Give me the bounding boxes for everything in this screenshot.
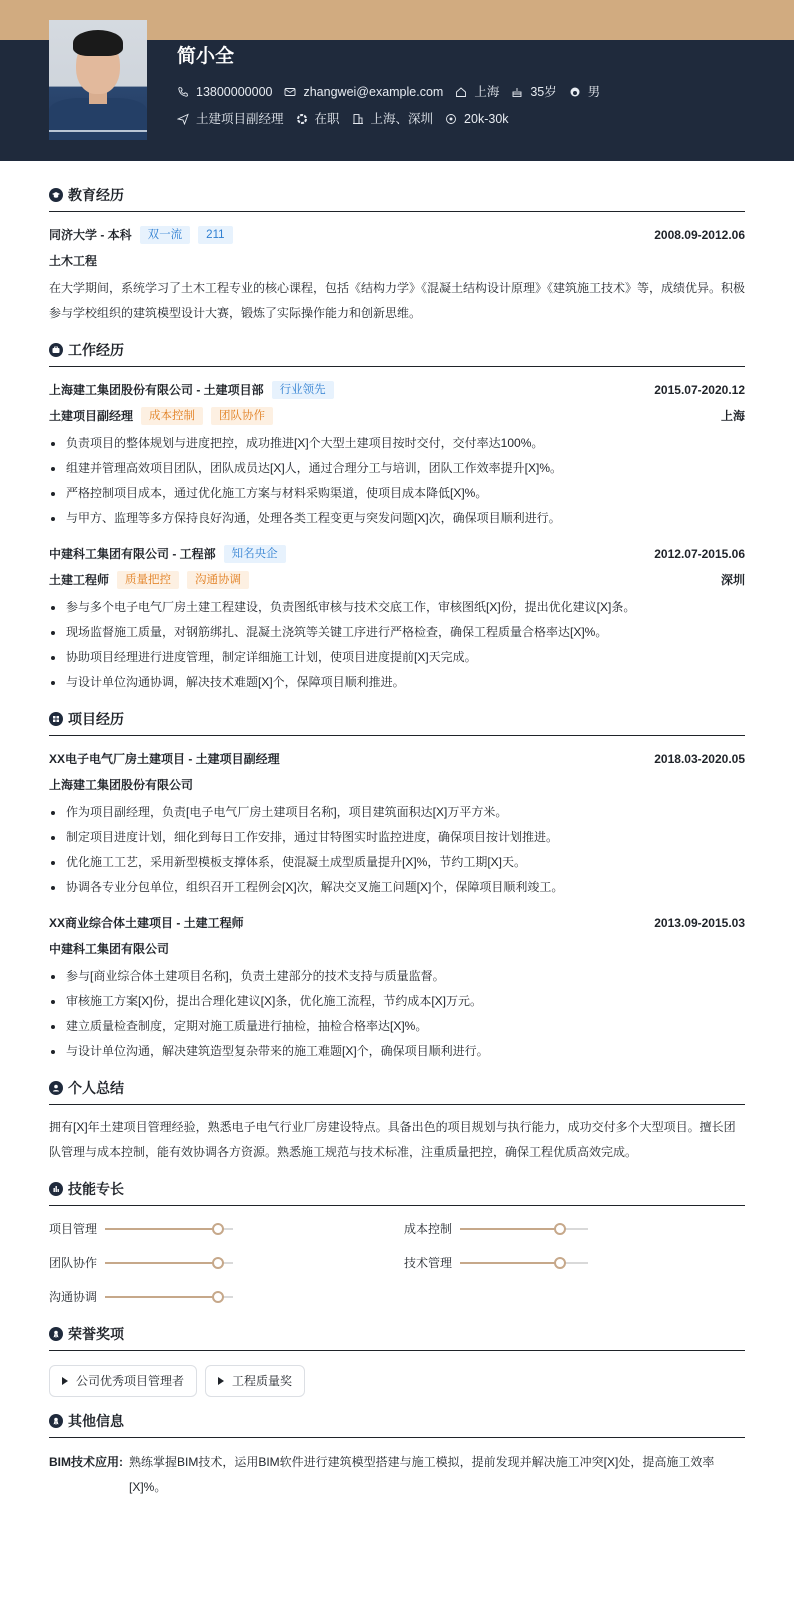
awards-list — [49, 1365, 745, 1397]
project-entry — [49, 910, 745, 1064]
project-company: 上海建工集团股份有限公司 — [49, 778, 194, 792]
user-icon — [49, 1081, 63, 1095]
list-item: 制定项目进度计划，细化到每日工作安排，通过甘特图实时监控进度，确保项目按计划推进。 — [49, 825, 745, 850]
gender-icon — [569, 86, 581, 98]
list-item: 现场监督施工质量，对钢筋绑扎、混凝土浇筑等关键工序进行严格检查，确保工程质量合格率达[X]%。 — [49, 620, 745, 645]
list-item: 与甲方、监理等多方保持良好沟通，处理各类工程变更与突发问题[X]次，确保项目顺利进行。 — [49, 506, 745, 531]
home-icon — [455, 86, 467, 98]
skills-section — [49, 1173, 745, 1310]
other-section — [49, 1405, 745, 1500]
list-item: 组建并管理高效项目团队，团队成员达[X]人，通过合理分工与培训，团队工作效率提升[X]%。 — [49, 456, 745, 481]
award-icon — [49, 1327, 63, 1341]
list-item: 参与[商业综合体土建项目名称]，负责土建部分的技术支持与质量监督。 — [49, 964, 745, 989]
cake-icon — [511, 86, 523, 98]
work-date: 2015.07-2020.12 — [654, 383, 745, 397]
skill-item: 沟通协调 — [49, 1284, 404, 1310]
list-item: 与设计单位沟通，解决建筑造型复杂带来的施工难题[X]个，确保项目顺利进行。 — [49, 1039, 745, 1064]
award-item: 工程质量奖 — [205, 1365, 305, 1397]
work-section — [49, 334, 745, 695]
awards-section — [49, 1318, 745, 1397]
job-status: 在职 — [296, 110, 340, 129]
phone: 13800000000 — [177, 83, 272, 102]
project-bullets — [49, 800, 745, 900]
target-cities: 上海、深圳 — [352, 110, 434, 129]
summary-text: 拥有[X]年土建项目管理经验，熟悉电子电气行业厂房建设特点。具备出色的项目规划与执行能力，成功交付多个大型项目。擅长团队管理与成本控制，能有效协调各方资源。熟悉施工规范与技术标准，注重质量把控，确保工程优质高效完成。 — [49, 1120, 736, 1159]
work-entry — [49, 377, 745, 531]
section-title: 荣誉奖项 — [49, 1318, 745, 1351]
email: zhangwei@example.com — [284, 83, 443, 102]
target-job: 土建项目副经理 — [177, 110, 284, 129]
paper-plane-icon — [177, 113, 189, 125]
candidate-name: 简小全 — [177, 46, 235, 67]
money-icon — [445, 113, 457, 125]
list-item: 严格控制项目成本，通过优化施工方案与材料采购渠道，使项目成本降低[X]%。 — [49, 481, 745, 506]
other-item — [49, 1450, 745, 1500]
skill-level-slider — [105, 1291, 233, 1303]
work-bullets — [49, 431, 745, 531]
skill-level-slider — [105, 1257, 233, 1269]
school-tag: 双一流 — [140, 226, 191, 244]
contact-row — [177, 83, 612, 102]
list-item: 协调各专业分包单位，组织召开工程例会[X]次，解决交叉施工问题[X]个，保障项目顺利竣工。 — [49, 875, 745, 900]
section-title: 项目经历 — [49, 703, 745, 736]
position-tag: 质量把控 — [117, 571, 179, 589]
skill-level-slider — [460, 1257, 588, 1269]
education-entry — [49, 222, 745, 326]
skills-grid — [49, 1216, 745, 1310]
triangle-right-icon — [218, 1377, 224, 1385]
skill-item: 项目管理 — [49, 1216, 404, 1242]
gender: 男 — [569, 83, 601, 102]
status-icon — [296, 113, 308, 125]
major: 土木工程 — [49, 254, 98, 268]
award-item: 公司优秀项目管理者 — [49, 1365, 197, 1397]
location: 上海 — [455, 83, 499, 102]
company-name: 中建科工集团有限公司 - 工程部 — [49, 547, 216, 561]
other-text: 熟练掌握BIM技术，运用BIM软件进行建筑模型搭建与施工模拟，提前发现并解决施工冲突[X]处，提高施工效率[X]%。 — [129, 1455, 715, 1494]
list-item: 负责项目的整体规划与进度把控，成功推进[X]个大型土建项目按时交付，交付率达100%。 — [49, 431, 745, 456]
project-name: XX商业综合体土建项目 - 土建工程师 — [49, 916, 244, 930]
project-date: 2013.09-2015.03 — [654, 916, 745, 930]
grid-icon — [49, 712, 63, 726]
work-date: 2012.07-2015.06 — [654, 547, 745, 561]
age: 35岁 — [511, 83, 556, 102]
triangle-right-icon — [62, 1377, 68, 1385]
work-city: 上海 — [720, 409, 745, 423]
education-date: 2008.09-2012.06 — [654, 228, 745, 242]
education-description: 在大学期间，系统学习了土木工程专业的核心课程，包括《结构力学》《混凝土结构设计原理》《建筑施工技术》等，成绩优异。积极参与学校组织的建筑模型设计大赛，锻炼了实际操作能力和创新思维。 — [49, 281, 746, 320]
work-bullets — [49, 595, 745, 695]
list-item: 审核施工方案[X]份，提出合理化建议[X]条，优化施工流程，节约成本[X]万元。 — [49, 989, 745, 1014]
phone-icon — [177, 86, 189, 98]
profile-photo — [49, 20, 147, 140]
briefcase-icon — [49, 343, 63, 357]
school-name: 同济大学 - 本科 — [49, 228, 132, 242]
resume-body — [0, 161, 794, 1520]
section-title: 工作经历 — [49, 334, 745, 367]
work-entry — [49, 541, 745, 695]
projects-section — [49, 703, 745, 1064]
bar-chart-icon — [49, 1182, 63, 1196]
section-title: 其他信息 — [49, 1405, 745, 1438]
skill-item: 成本控制 — [404, 1216, 759, 1242]
list-item: 建立质量检查制度，定期对施工质量进行抽检，抽检合格率达[X]%。 — [49, 1014, 745, 1039]
company-tag: 知名央企 — [224, 545, 286, 563]
project-name: XX电子电气厂房土建项目 - 土建项目副经理 — [49, 752, 280, 766]
project-date: 2018.03-2020.05 — [654, 752, 745, 766]
skill-item: 技术管理 — [404, 1250, 759, 1276]
salary: 20k-30k — [445, 110, 508, 129]
company-tag: 行业领先 — [272, 381, 334, 399]
position-tag: 成本控制 — [141, 407, 203, 425]
skill-item: 团队协作 — [49, 1250, 404, 1276]
list-item: 参与多个电子电气厂房土建工程建设，负责图纸审核与技术交底工作，审核图纸[X]份，提出优化建议[X]条。 — [49, 595, 745, 620]
list-item: 作为项目副经理，负责[电子电气厂房土建项目名称]，项目建筑面积达[X]万平方米。 — [49, 800, 745, 825]
other-label: BIM技术应用: — [49, 1455, 123, 1469]
resume-header — [0, 0, 794, 161]
school-tag: 211 — [198, 226, 232, 244]
list-item: 协助项目经理进行进度管理，制定详细施工计划，使项目进度提前[X]天完成。 — [49, 645, 745, 670]
mail-icon — [284, 86, 296, 98]
position: 土建项目副经理 — [49, 409, 134, 423]
project-company: 中建科工集团有限公司 — [49, 942, 170, 956]
position-tag: 团队协作 — [211, 407, 273, 425]
building-icon — [352, 113, 364, 125]
list-item: 优化施工工艺，采用新型模板支撑体系，使混凝土成型质量提升[X]%，节约工期[X]天。 — [49, 850, 745, 875]
skill-level-slider — [105, 1223, 233, 1235]
section-title: 个人总结 — [49, 1072, 745, 1105]
section-title: 技能专长 — [49, 1173, 745, 1206]
section-title: 教育经历 — [49, 179, 745, 212]
work-city: 深圳 — [720, 573, 745, 587]
info-icon — [49, 1414, 63, 1428]
skill-level-slider — [460, 1223, 588, 1235]
list-item: 与设计单位沟通协调，解决技术难题[X]个，保障项目顺利推进。 — [49, 670, 745, 695]
position-tag: 沟通协调 — [187, 571, 249, 589]
education-section — [49, 179, 745, 326]
job-intent-row — [177, 110, 521, 129]
project-entry — [49, 746, 745, 900]
position: 土建工程师 — [49, 573, 110, 587]
graduation-cap-icon — [49, 188, 63, 202]
company-name: 上海建工集团股份有限公司 - 土建项目部 — [49, 383, 264, 397]
summary-section — [49, 1072, 745, 1165]
project-bullets — [49, 964, 745, 1064]
